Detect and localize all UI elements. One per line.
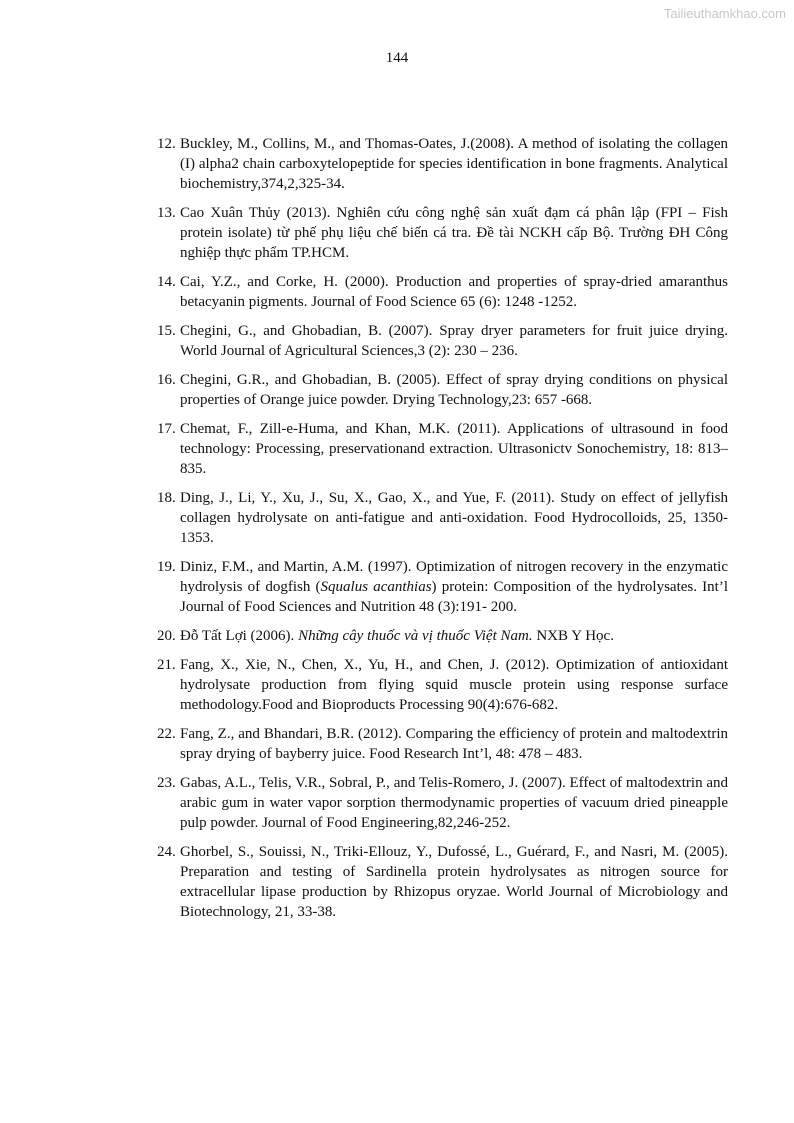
reference-number: 18. bbox=[157, 490, 176, 506]
watermark-text: Tailieuthamkhao.com bbox=[663, 6, 786, 21]
reference-text: Chemat, F., Zill-e-Huma, and Khan, M.K. (2011). Applications of ultrasound in food technology: Processing, preservationand extraction. Ultrasonictv Sonochemistry, 18: 813–835. bbox=[180, 421, 728, 477]
reference-number: 17. bbox=[157, 421, 176, 437]
reference-number: 14. bbox=[157, 274, 176, 290]
reference-text: ) protein: Composition of the hydrolysates. Int’l Journal of Food Sciences and Nutrition 48 (3):191- 200. bbox=[180, 579, 728, 615]
reference-text: Fang, Z., and Bhandari, B.R. (2012). Comparing the efficiency of protein and maltodextrin spray drying of bayberry juice. Food Research Int’l, 48: 478 – 483. bbox=[180, 726, 728, 762]
reference-item bbox=[133, 419, 728, 479]
reference-item bbox=[133, 370, 728, 410]
reference-list bbox=[133, 134, 728, 931]
reference-number: 21. bbox=[157, 657, 176, 673]
reference-text: Diniz, F.M., and Martin, A.M. (1997). Optimization of nitrogen recovery in the enzymatic hydrolysis of dogfish ( bbox=[180, 559, 728, 595]
reference-number: 19. bbox=[157, 559, 176, 575]
reference-text: Đỗ Tất Lợi (2006). bbox=[180, 628, 299, 644]
reference-number: 12. bbox=[157, 136, 176, 152]
reference-number: 15. bbox=[157, 323, 176, 339]
reference-item bbox=[133, 655, 728, 715]
reference-text: Chegini, G., and Ghobadian, B. (2007). Spray dryer parameters for fruit juice drying. World Journal of Agricultural Sciences,3 (2): 230 – 236. bbox=[180, 323, 728, 359]
reference-book-title: Những cây thuốc và vị thuốc Việt Nam. bbox=[298, 628, 533, 644]
reference-item bbox=[133, 773, 728, 833]
reference-number: 24. bbox=[157, 844, 176, 860]
reference-item bbox=[133, 724, 728, 764]
reference-text: Fang, X., Xie, N., Chen, X., Yu, H., and Chen, J. (2012). Optimization of antioxidant hydrolysate production from flying squid muscle protein using response surface methodology.Food and Bioproducts Processing 90(4):676-682. bbox=[180, 657, 728, 713]
reference-text: Gabas, A.L., Telis, V.R., Sobral, P., and Telis-Romero, J. (2007). Effect of maltodextrin and arabic gum in water vapor sorption thermodynamic properties of vacuum dried pineapple pulp powder. Journal of Food Engineering,82,246-252. bbox=[180, 775, 728, 831]
reference-text: Ding, J., Li, Y., Xu, J., Su, X., Gao, X., and Yue, F. (2011). Study on effect of jellyfish collagen hydrolysate on anti-fatigue and anti-oxidation. Food Hydrocolloids, 25, 1350-1353. bbox=[180, 490, 728, 546]
reference-text: Chegini, G.R., and Ghobadian, B. (2005). Effect of spray drying conditions on physical properties of Orange juice powder. Drying Technology,23: 657 -668. bbox=[180, 372, 728, 408]
reference-number: 13. bbox=[157, 205, 176, 221]
page-number: 144 bbox=[385, 50, 409, 66]
reference-item bbox=[133, 272, 728, 312]
reference-item bbox=[133, 557, 728, 617]
reference-item bbox=[133, 488, 728, 548]
reference-item bbox=[133, 626, 728, 646]
reference-species-name: Squalus acanthias bbox=[320, 579, 432, 595]
reference-number: 16. bbox=[157, 372, 176, 388]
reference-text: Cai, Y.Z., and Corke, H. (2000). Production and properties of spray-dried amaranthus betacyanin pigments. Journal of Food Science 65 (6): 1248 -1252. bbox=[180, 274, 728, 310]
reference-text: Buckley, M., Collins, M., and Thomas-Oates, J.(2008). A method of isolating the collagen (I) alpha2 chain carboxytelopeptide for species identification in bone fragments. Analytical biochemistry,374,2,325-34. bbox=[180, 136, 728, 192]
reference-number: 22. bbox=[157, 726, 176, 742]
reference-text: Cao Xuân Thủy (2013). Nghiên cứu công nghệ sản xuất đạm cá phân lập (FPI – Fish protein isolate) từ phế phụ liệu chế biến cá tra. Đề tài NCKH cấp Bộ. Trường ĐH Công nghiệp thực phẩm TP.HCM. bbox=[180, 205, 728, 261]
reference-item bbox=[133, 321, 728, 361]
reference-number: 23. bbox=[157, 775, 176, 791]
reference-text: Ghorbel, S., Souissi, N., Triki-Ellouz, Y., Dufossé, L., Guérard, F., and Nasri, M. (2005). Preparation and testing of Sardinella protein hydrolysates as nitrogen source for extracellular lipase production by Rhizopus oryzae. World Journal of Microbiology and Biotechnology, 21, 33-38. bbox=[180, 844, 728, 920]
reference-item bbox=[133, 134, 728, 194]
reference-text: NXB Y Học. bbox=[532, 628, 614, 644]
reference-item bbox=[133, 203, 728, 263]
reference-item bbox=[133, 842, 728, 922]
reference-number: 20. bbox=[157, 628, 176, 644]
